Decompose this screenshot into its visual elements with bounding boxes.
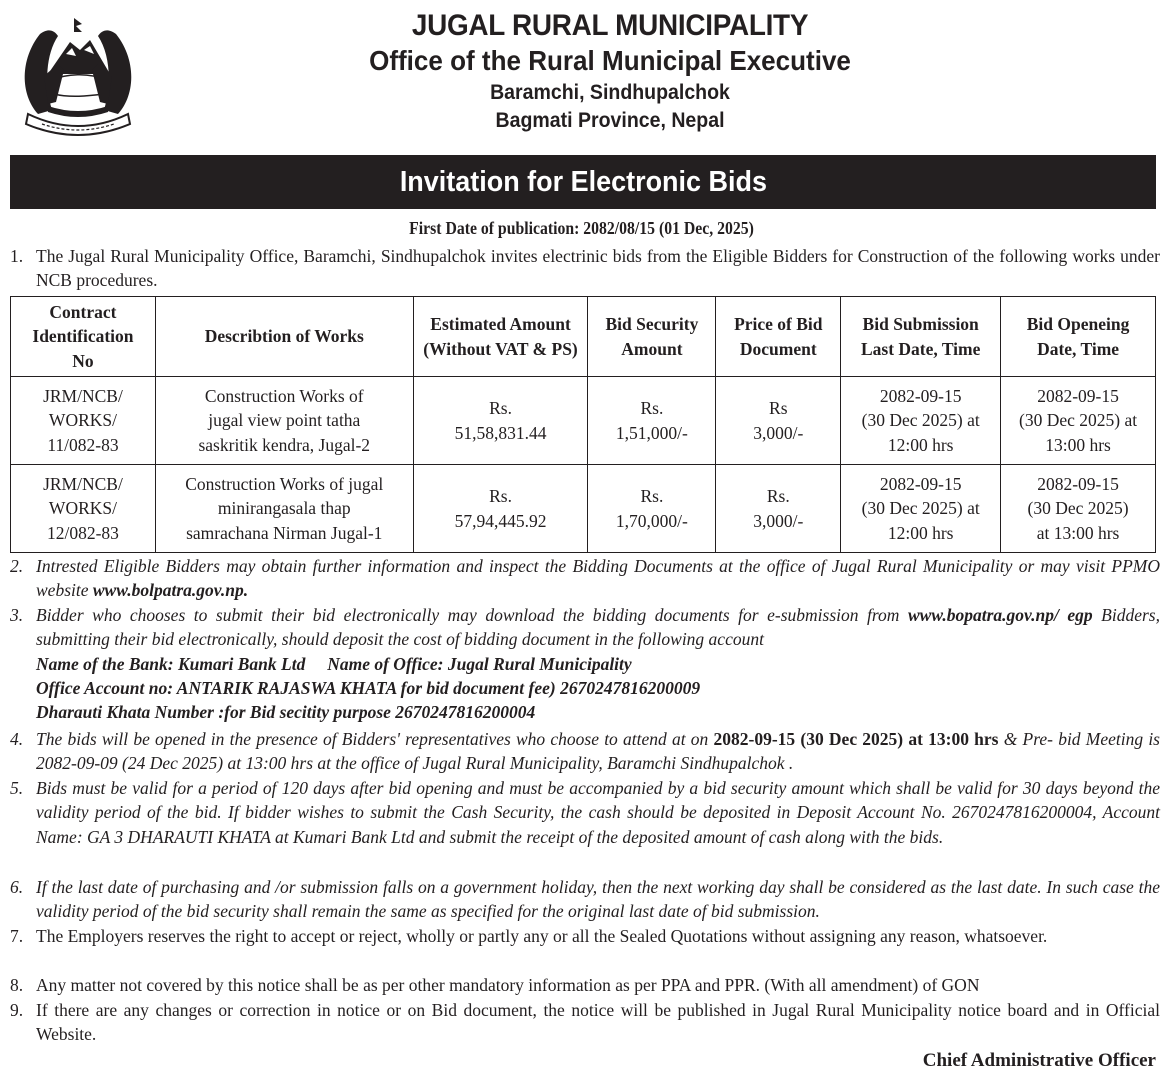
header-line: No xyxy=(72,350,94,371)
item-text: If there are any changes or correction in notice or on Bid document, the notice will be published in Jugal Rural Municipality notice board and in Official Website. xyxy=(36,1000,1160,1045)
header-bid-security xyxy=(588,297,716,377)
notice-item-8 xyxy=(10,973,1160,997)
item-number: 9. xyxy=(10,1000,24,1020)
cell-line: WORKS/ xyxy=(48,410,117,431)
item-text xyxy=(36,603,1160,652)
header-line: Amount xyxy=(621,338,683,359)
cell-line: 13:00 hrs xyxy=(1045,434,1111,455)
emblem-icon xyxy=(18,14,138,140)
municipality-title: JUGAL RURAL MUNICIPALITY xyxy=(411,9,809,42)
cell-description xyxy=(155,465,413,553)
item-body-cont: & Pre- bid Meeting is 2082-09-09 (24 Dec 2025) at 13:00 hrs at the office of Jugal Rural Municipality, Baramchi Sindhupalchok . xyxy=(36,729,1160,774)
notice-item-4 xyxy=(10,727,1160,776)
header-line: Contract xyxy=(49,301,117,322)
header-line: Bid Openeing xyxy=(1026,314,1130,334)
address-line-1: Baramchi, Sindhupalchok xyxy=(490,81,730,104)
cell-line: 12/082-83 xyxy=(46,522,119,543)
header-doc-price xyxy=(716,297,841,377)
notice-banner xyxy=(10,155,1156,209)
notice-item-2 xyxy=(10,554,1160,603)
cell-line: 2082-09-15 xyxy=(879,385,962,406)
cell-line: at 13:00 hrs xyxy=(1036,522,1120,543)
cell-line: jugal view point tatha xyxy=(208,410,361,431)
cell-submission xyxy=(841,377,1001,465)
cell-line: Construction Works of jugal xyxy=(185,473,384,494)
item-number: 7. xyxy=(10,926,24,946)
cell-line: WORKS/ xyxy=(48,498,117,519)
cell-line: 1,51,000/- xyxy=(615,422,688,443)
bolpatra-link[interactable]: www.bolpatra.gov.np. xyxy=(92,580,249,601)
header-line: Date, Time xyxy=(1037,338,1120,359)
cell-bid-security xyxy=(588,465,716,553)
cell-line: saskritik kendra, Jugal-2 xyxy=(198,434,371,455)
item-body-cont: Bidders, submitting their bid electronically, should deposit the cost of bidding document in the following account xyxy=(36,605,1160,650)
cell-line: (30 Dec 2025) xyxy=(1027,498,1129,519)
item-text: Any matter not covered by this notice shall be as per other mandatory information as per PPA and PPR. (With all amendment) of GON xyxy=(36,975,980,995)
cell-line: Rs. xyxy=(640,486,664,506)
item-text xyxy=(36,727,1160,776)
notice-header xyxy=(0,0,1163,150)
bank-details: Name of the Bank: Kumari Bank Ltd Name of Office: Jugal Rural Municipality xyxy=(36,653,632,674)
cell-line: samrachana Nirman Jugal-1 xyxy=(186,522,383,543)
item-text: The Jugal Rural Municipality Office, Baramchi, Sindhupalchok invites electrinic bids from the Eligible Bidders for Construction of the following works under NCB procedures. xyxy=(36,246,1160,291)
header-titles xyxy=(160,10,1060,133)
header-opening xyxy=(1001,297,1156,377)
government-emblem-logo xyxy=(18,14,138,140)
header-line: Estimated Amount xyxy=(430,314,571,334)
item-body: Bidder who chooses to submit their bid electronically may download the bidding documents for e-submission from xyxy=(36,605,908,625)
table-header-row xyxy=(11,297,1156,377)
cell-line: (30 Dec 2025) at xyxy=(861,410,980,431)
cell-line: Rs xyxy=(769,398,788,418)
banner-title: Invitation for Electronic Bids xyxy=(399,166,767,198)
cell-submission xyxy=(841,465,1001,553)
cell-line: 1,70,000/- xyxy=(615,510,688,531)
notice-item-9 xyxy=(10,998,1160,1047)
header-line: Bid Security xyxy=(605,314,699,334)
cell-line: 2082-09-15 xyxy=(879,473,962,494)
cell-line: Rs. xyxy=(489,398,512,418)
cell-line: minirangasala thap xyxy=(217,498,351,519)
cell-line: 11/082-83 xyxy=(47,434,119,455)
item-number: 6. xyxy=(10,877,24,897)
header-line: Last Date, Time xyxy=(860,338,981,359)
cell-line: JRM/NCB/ xyxy=(43,385,123,406)
header-line: Price of Bid xyxy=(734,314,823,334)
cell-description xyxy=(155,377,413,465)
publication-date-text: First Date of publication: 2082/08/15 (01 Dec, 2025) xyxy=(409,218,754,238)
bid-opening-datetime: 2082-09-15 (30 Dec 2025) at 13:00 hrs xyxy=(713,729,999,749)
item-text xyxy=(36,554,1160,603)
cell-line: Rs. xyxy=(640,398,664,418)
item-text: If the last date of purchasing and /or submission falls on a government holiday, then the next working day shall be considered as the last date. In such case the validity period of the bid security shall remain the same as specified for the original last date of bid submission. xyxy=(36,877,1160,922)
header-submission xyxy=(841,297,1001,377)
item-number: 5. xyxy=(10,778,24,798)
table-row xyxy=(11,377,1156,465)
office-title: Office of the Rural Municipal Executive xyxy=(369,45,851,76)
cell-line: (30 Dec 2025) at xyxy=(861,498,980,519)
cell-doc-price xyxy=(716,465,841,553)
header-description xyxy=(155,297,413,377)
cell-estimated-amount xyxy=(413,465,588,553)
cell-line: Rs. xyxy=(489,486,512,506)
item-body: Intrested Eligible Bidders may obtain further information and inspect the Bidding Documents at the office of Jugal Rural Municipality or may visit PPMO website xyxy=(36,556,1160,601)
item-number: 4. xyxy=(10,729,24,749)
header-line: Identification xyxy=(32,326,134,347)
works-table xyxy=(10,296,1156,553)
publication-date xyxy=(0,216,1163,240)
cell-line: 57,94,445.92 xyxy=(454,510,547,531)
item-text: Bids must be valid for a period of 120 days after bid opening and must be accompanied by a bid security amount which shall be valid for 30 days beyond the validity period of the bid. If bidder wishes to submit the Cash Security, the cash should be deposited in Deposit Account No. 2670247816200004, Account Name: GA 3 DHARAUTI KHATA at Kumari Bank Ltd and submit the receipt of the deposited amount of cash along with the bids. xyxy=(36,778,1160,847)
item-number: 2. xyxy=(10,556,24,576)
cell-opening xyxy=(1001,465,1156,553)
notice-item-6 xyxy=(10,875,1160,924)
notice-item-3 xyxy=(10,603,1160,724)
cell-line: Rs. xyxy=(766,486,790,506)
cell-contract-id xyxy=(11,377,156,465)
office-account: Office Account no: ANTARIK RAJASWA KHATA for bid document fee) 2670247816200009 xyxy=(36,677,701,698)
item-number: 3. xyxy=(10,605,24,625)
cell-line: Construction Works of xyxy=(204,385,364,406)
dharauti-account: Dharauti Khata Number :for Bid secitity purpose 2670247816200004 xyxy=(36,702,536,723)
item-text: The Employers reserves the right to accept or reject, wholly or partly any or all the Sealed Quotations without assigning any reason, whatsoever. xyxy=(36,926,1048,946)
header-line: Document xyxy=(739,338,817,359)
cell-estimated-amount xyxy=(413,377,588,465)
header-contract-id xyxy=(11,297,156,377)
cell-contract-id xyxy=(11,465,156,553)
notice-item-1 xyxy=(10,244,1160,293)
notice-item-5 xyxy=(10,776,1160,849)
header-line: Describtion of Works xyxy=(204,326,364,347)
table-row xyxy=(11,465,1156,553)
header-line: Bid Submission xyxy=(862,314,979,334)
item-number: 1. xyxy=(10,246,24,266)
egp-link[interactable]: www.bopatra.gov.np/ egp xyxy=(907,605,1093,625)
item-number: 8. xyxy=(10,975,24,995)
cell-line: 2082-09-15 xyxy=(1037,473,1119,494)
cell-line: 3,000/- xyxy=(753,422,804,443)
cell-line: 3,000/- xyxy=(753,510,804,531)
signatory-title: Chief Administrative Officer xyxy=(922,1050,1156,1071)
cell-line: 12:00 hrs xyxy=(887,522,954,543)
header-line: (Without VAT & PS) xyxy=(423,338,578,359)
item-body: The bids will be opened in the presence of Bidders' representatives who choose to attend at on xyxy=(36,729,714,749)
cell-line: JRM/NCB/ xyxy=(43,473,123,494)
address-line-2: Bagmati Province, Nepal xyxy=(495,109,725,132)
cell-opening xyxy=(1001,377,1156,465)
cell-doc-price xyxy=(716,377,841,465)
cell-line: (30 Dec 2025) at xyxy=(1019,410,1138,431)
cell-line: 2082-09-15 xyxy=(1037,385,1119,406)
cell-line: 51,58,831.44 xyxy=(454,422,547,443)
notice-item-7 xyxy=(10,924,1160,948)
cell-line: 12:00 hrs xyxy=(887,434,954,455)
cell-bid-security xyxy=(588,377,716,465)
header-estimated-amount xyxy=(413,297,588,377)
